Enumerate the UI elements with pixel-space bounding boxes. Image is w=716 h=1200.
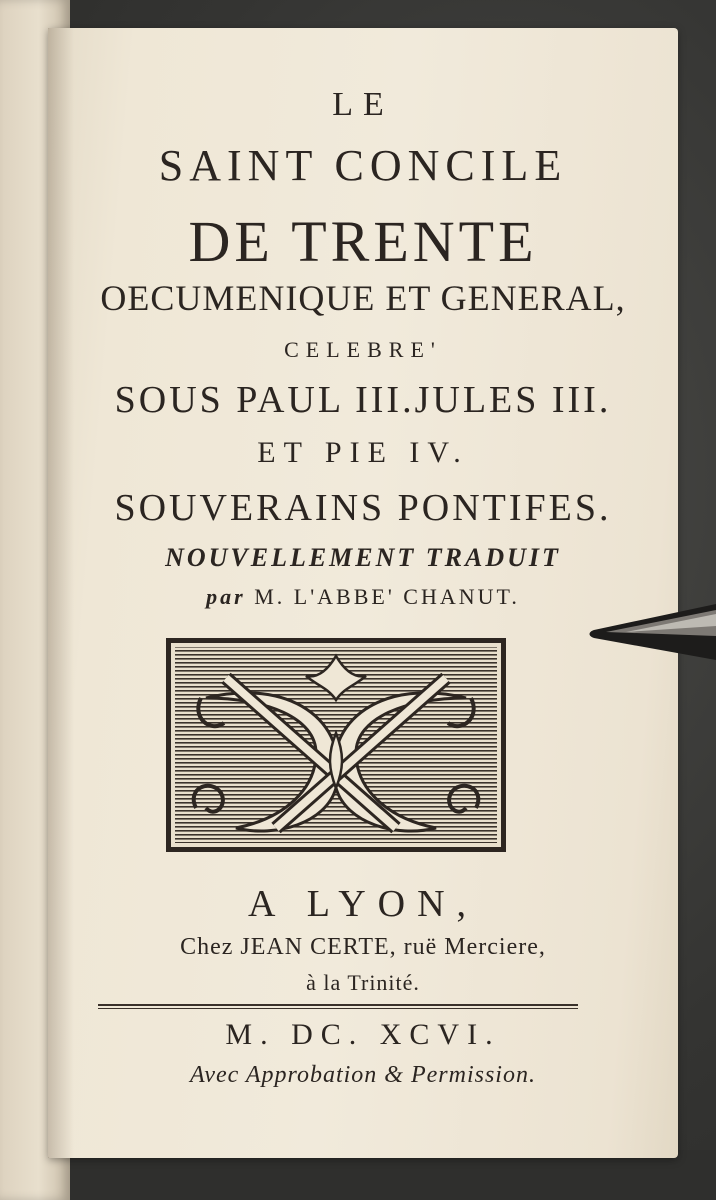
title-line-le: LE [332,86,394,123]
imprint-rule [98,1004,578,1006]
imprint-publisher: Chez JEAN CERTE, ruë Merciere, [180,934,546,960]
page-pointer [586,596,716,666]
woodcut-ornament [166,638,506,852]
imprint-address: à la Trinité. [306,970,420,995]
author-name: M. L'ABBE' CHANUT. [254,584,520,609]
title-line-celebre: CELEBRE' [284,337,442,362]
author-line [48,584,678,610]
title-line-sous-paul: SOUS PAUL III.JULES III. [114,379,612,421]
title-line-saint-concile: SAINT CONCILE [158,141,568,190]
imprint-date: M. DC. XCVI. [225,1018,501,1051]
title-line-souverains: SOUVERAINS PONTIFES. [114,487,612,529]
title-line-pie: ET PIE IV. [257,436,469,469]
approbation-line: Avec Approbation & Permission. [190,1062,536,1088]
imprint-rule-thin [98,1008,578,1009]
imprint-city: A LYON, [247,883,479,925]
title-line-oecumenique: OECUMENIQUE ET GENERAL, [100,278,626,318]
title-line-de-trente: DE TRENTE [188,209,538,274]
translation-note: NOUVELLEMENT TRADUIT [165,543,561,572]
author-prefix: par [206,584,246,609]
